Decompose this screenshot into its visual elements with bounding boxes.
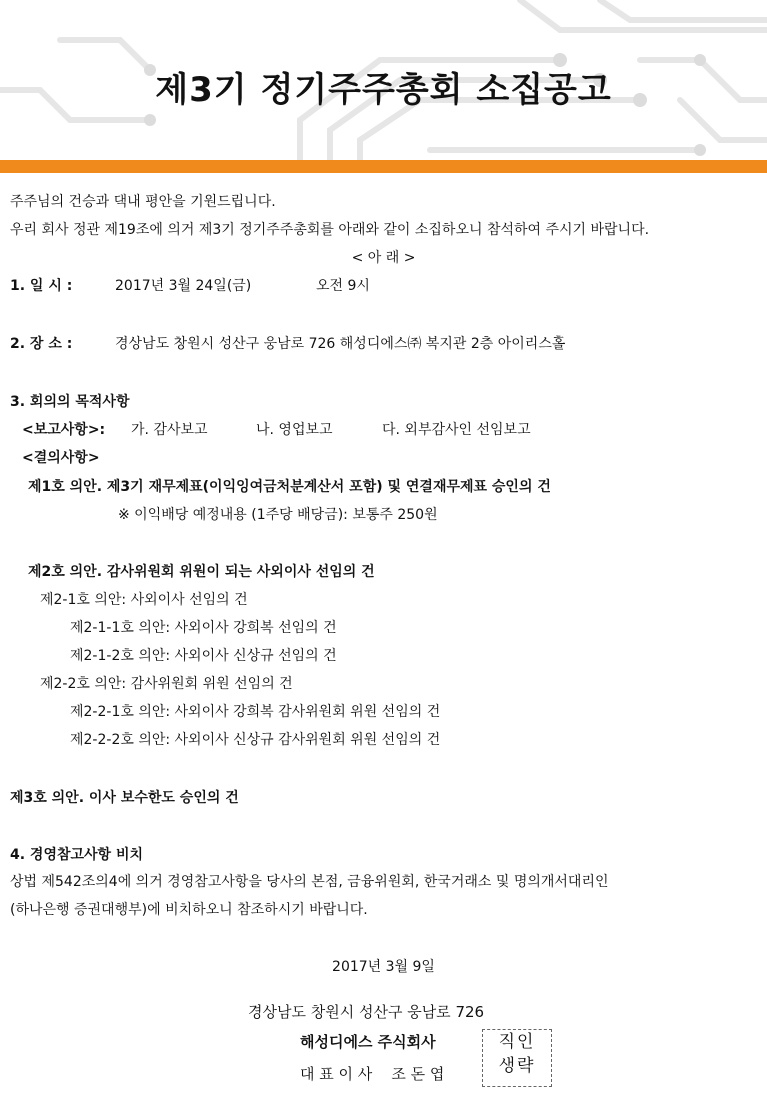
seal-omitted-box bbox=[482, 1029, 552, 1087]
agenda-2-2-1: 제2-2-1호 의안: 사외이사 강희복 감사위원회 위원 선임의 건 bbox=[70, 704, 441, 720]
notice-date: 2017년 3월 9일 bbox=[332, 959, 435, 975]
seal-text-line-1: 직인 bbox=[498, 1032, 536, 1052]
meeting-time: 오전 9시 bbox=[316, 278, 370, 294]
agenda-1-note: ※ 이익배당 예정내용 (1주당 배당금): 보통주 250원 bbox=[118, 507, 438, 523]
greeting-line-2: 우리 회사 정관 제19조에 의거 제3기 정기주주총회를 아래와 같이 소집하오니 참석하여 주시기 바랍니다. bbox=[10, 222, 650, 238]
notice-marker: < 아 래 > bbox=[351, 250, 416, 266]
item3-heading: 3. 회의의 목적사항 bbox=[10, 394, 130, 410]
agenda-1: 제1호 의안. 제3기 재무제표(이익잉여금처분계산서 포함) 및 연결재무제표 승인의 건 bbox=[28, 479, 551, 495]
meeting-date: 2017년 3월 24일(금) bbox=[115, 278, 252, 294]
agenda-2: 제2호 의안. 감사위원회 위원이 되는 사외이사 선임의 건 bbox=[28, 564, 375, 580]
agenda-2-2-2: 제2-2-2호 의안: 사외이사 신상규 감사위원회 위원 선임의 건 bbox=[70, 732, 441, 748]
report-label: <보고사항>: bbox=[22, 422, 106, 438]
header-banner bbox=[0, 0, 767, 160]
report-item-external-auditor: 다. 외부감사인 선임보고 bbox=[382, 422, 531, 438]
agenda-3: 제3호 의안. 이사 보수한도 승인의 건 bbox=[10, 790, 239, 806]
item4-heading: 4. 경영참고사항 비치 bbox=[10, 847, 143, 863]
page-title: 제3기 정기주주총회 소집공고 bbox=[155, 70, 612, 110]
agenda-2-2: 제2-2호 의안: 감사위원회 위원 선임의 건 bbox=[40, 676, 293, 692]
report-item-business: 나. 영업보고 bbox=[256, 422, 333, 438]
company-name: 해성디에스 주식회사 bbox=[300, 1033, 436, 1051]
agenda-2-1: 제2-1호 의안: 사외이사 선임의 건 bbox=[40, 592, 248, 608]
meeting-place: 경상남도 창원시 성산구 웅남로 726 해성디에스㈜ 복지관 2층 아이리스홀 bbox=[115, 336, 566, 352]
ceo-name: 대 표 이 사 조 돈 엽 bbox=[300, 1065, 445, 1083]
resolution-label: <결의사항> bbox=[22, 450, 100, 466]
item2-label: 2. 장 소 : bbox=[10, 336, 73, 352]
accent-divider bbox=[0, 160, 767, 173]
company-address: 경상남도 창원시 성산구 웅남로 726 bbox=[248, 1003, 485, 1021]
item4-line-2: (하나은행 증권대행부)에 비치하오니 참조하시기 바랍니다. bbox=[10, 902, 368, 918]
item4-line-1: 상법 제542조의4에 의거 경영참고사항을 당사의 본점, 금융위원회, 한국거래소 및 명의개서대리인 bbox=[10, 874, 609, 890]
seal-text-line-2: 생략 bbox=[498, 1056, 536, 1076]
agenda-2-1-1: 제2-1-1호 의안: 사외이사 강희복 선임의 건 bbox=[70, 620, 337, 636]
item1-label: 1. 일 시 : bbox=[10, 278, 73, 294]
agenda-2-1-2: 제2-1-2호 의안: 사외이사 신상규 선임의 건 bbox=[70, 648, 337, 664]
greeting-line-1: 주주님의 건승과 댁내 평안을 기원드립니다. bbox=[10, 194, 276, 210]
report-item-audit: 가. 감사보고 bbox=[131, 422, 208, 438]
